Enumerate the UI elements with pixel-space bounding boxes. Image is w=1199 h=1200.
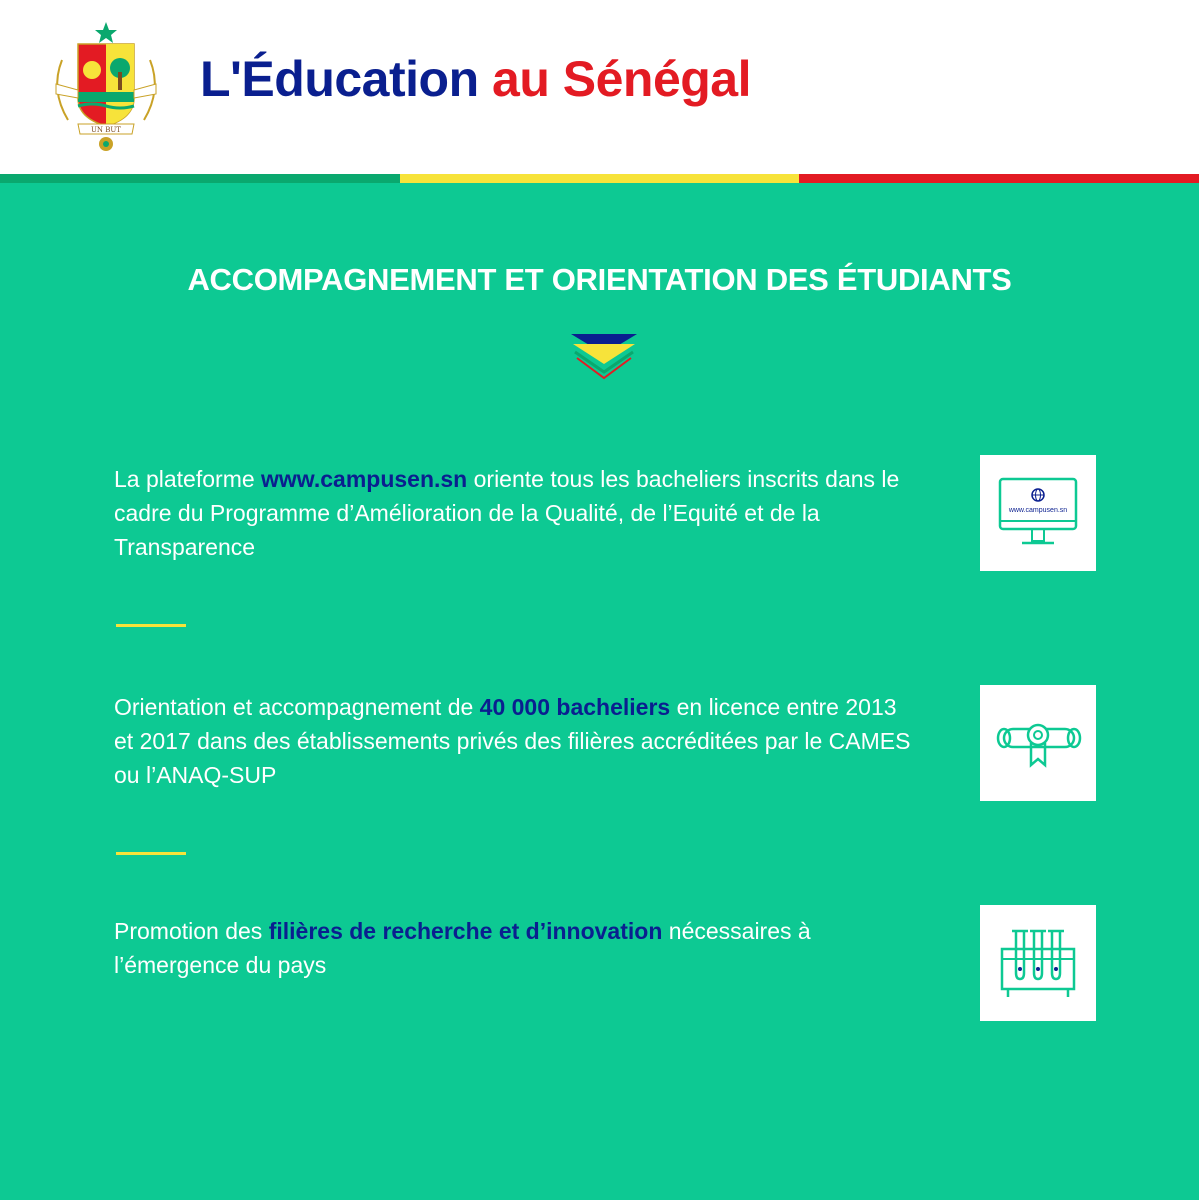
item-text-post: en licence entre 2013 et 2017 dans des établissements privés des filières accréditées par le CAMES ou l’ANAQ-SUP	[114, 694, 911, 788]
item-recherche-text	[114, 914, 914, 982]
item-text-pre: La plateforme	[114, 466, 262, 492]
header	[0, 0, 1199, 174]
test-tubes-icon	[980, 905, 1096, 1021]
section-title: ACCOMPAGNEMENT ET ORIENTATION DES ÉTUDIANTS	[187, 262, 1012, 297]
title-part-education: L'Éducation	[200, 51, 479, 107]
item-highlight: filières de recherche et d’innovation	[268, 918, 663, 944]
item-highlight-link[interactable]: www.campusen.sn	[261, 466, 468, 492]
item-highlight: 40 000 bacheliers	[479, 694, 671, 720]
flag-stripe	[0, 174, 1199, 183]
flag-stripe-yellow	[400, 174, 800, 183]
svg-text:www.campusen.sn: www.campusen.sn	[1008, 507, 1068, 514]
item-bacheliers-text	[114, 690, 914, 792]
divider	[116, 624, 186, 627]
chevron-down-icon	[569, 332, 639, 382]
computer-monitor-icon	[980, 455, 1096, 571]
item-text-pre: Orientation et accompagnement de	[114, 694, 480, 720]
coat-of-arms-icon	[48, 20, 164, 156]
title-part-senegal: au Sénégal	[492, 51, 752, 107]
page-title	[200, 52, 751, 107]
item-text-post: nécessaires à l’émergence du pays	[114, 918, 811, 978]
divider	[116, 852, 186, 855]
item-text-pre: Promotion des	[114, 918, 269, 944]
item-campusen-text	[114, 462, 914, 564]
svg-text:UN BUT: UN BUT	[91, 126, 121, 134]
flag-stripe-red	[799, 174, 1199, 183]
item-text-post: oriente tous les bacheliers inscrits dans le cadre du Programme d’Amélioration de la Qualité, de l’Equité et de la Transparence	[114, 466, 900, 560]
flag-stripe-green	[0, 174, 400, 183]
diploma-icon	[980, 685, 1096, 801]
